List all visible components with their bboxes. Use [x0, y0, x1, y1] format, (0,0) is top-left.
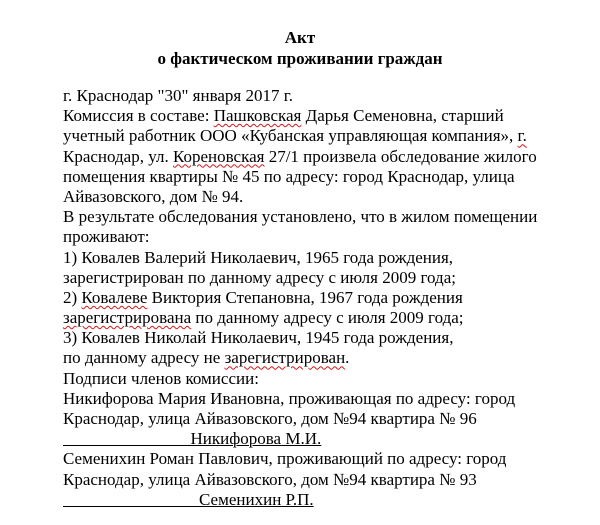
member-2-signature — [63, 490, 583, 510]
commission-line-2 — [63, 126, 583, 146]
address-rest: 27/1 произвела обследование жилого — [264, 146, 537, 166]
resident-1: 1) Ковалев Валерий Николаевич, 1965 года рождения, — [63, 247, 454, 267]
address-prefix: Краснодар, ул. — [63, 146, 173, 166]
city-abbrev: г. — [517, 126, 527, 146]
resident-2-registration-rest: по данному адресу с июля 2009 года; — [191, 308, 464, 328]
residents-heading: проживают: — [63, 227, 150, 247]
resident-2-number: 2) — [63, 287, 82, 307]
member-2-address: Краснодар, улица Айвазовского, дом №94 квартира № 93 — [63, 469, 477, 489]
resident-2-registered-word: зарегистрирована — [63, 308, 192, 328]
resident-1-registration: зарегистрирован по данному адресу с июля 2009 года; — [63, 267, 456, 287]
commission-line — [63, 106, 583, 126]
document-subtitle: о фактическом проживании граждан — [157, 49, 443, 68]
resident-3: 3) Ковалев Николай Николаевич, 1945 года рождения, — [63, 328, 454, 348]
commission-rest: Дарья Семеновна, старший — [301, 106, 504, 126]
member-2-signature-name: Семенихин Р.П. — [199, 489, 314, 509]
apartment-line: помещения квартиры № 45 по адресу: город Краснодар, улица — [63, 166, 515, 186]
resident-3-registration — [63, 348, 583, 368]
commission-line-3 — [63, 147, 583, 167]
house-line: Айвазовского, дом № 94. — [63, 186, 244, 206]
resident-3-registration-prefix: по данному адресу не — [63, 348, 225, 368]
signature-line-1 — [63, 429, 191, 448]
result-line: В результате обследования установлено, что в жилом помещении — [63, 207, 538, 227]
member-1-address: Краснодар, улица Айвазовского, дом №94 квартира № 96 — [63, 409, 477, 428]
signature-line-2 — [63, 490, 199, 509]
commission-employer: учетный работник ООО «Кубанская управляющая компания», — [63, 126, 518, 146]
member-2: Семенихин Роман Павлович, проживающий по адресу: город — [63, 449, 507, 469]
member-1-signature — [63, 429, 583, 449]
document-title: Акт — [284, 28, 316, 47]
resident-2-registration — [63, 308, 583, 328]
street-name: Кореновская — [172, 146, 265, 166]
commission-prefix: Комиссия в составе: — [63, 106, 214, 126]
resident-2 — [63, 288, 583, 308]
resident-3-period: . — [345, 348, 350, 368]
date-line: г. Краснодар "30" января 2017 г. — [63, 86, 294, 105]
member-1-signature-name: Никифорова М.И. — [190, 429, 322, 449]
commission-surname: Пашковская — [213, 106, 302, 126]
resident-2-rest: Виктория Степановна, 1967 года рождения — [147, 287, 463, 307]
resident-2-surname: Ковалеве — [81, 287, 148, 307]
member-1: Никифорова Мария Ивановна, проживающая по адресу: город — [63, 388, 516, 408]
document-body — [63, 86, 583, 510]
signatures-label: Подписи членов комиссии: — [63, 368, 259, 388]
resident-3-registered-word: зарегистрирован — [224, 348, 346, 368]
